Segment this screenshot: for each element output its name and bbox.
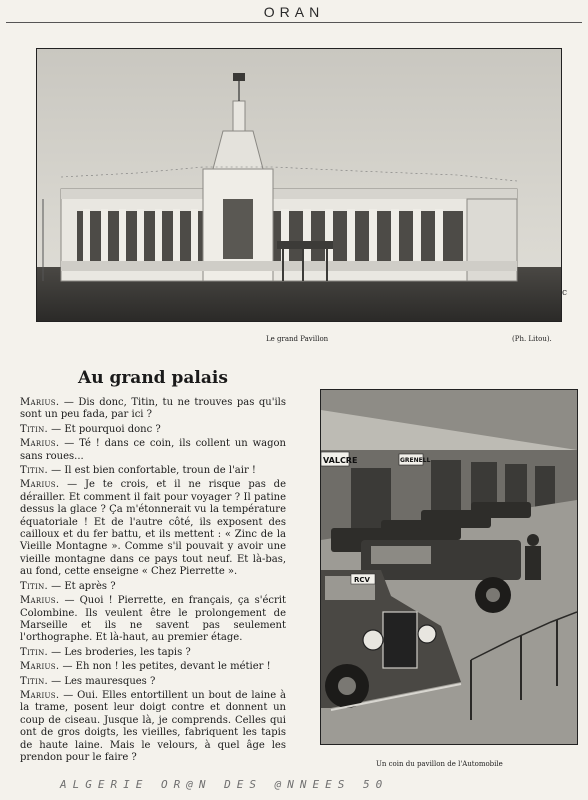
- dialogue-text: — Les broderies, les tapis ?: [47, 646, 191, 658]
- caption-pavillon-automobile: Un coin du pavillon de l'Automobile: [376, 760, 503, 768]
- dialogue-line: [20, 595, 286, 645]
- pavilion-illustration: [37, 49, 561, 321]
- watermark: ALGERIE OR@N DES @NNEES 50: [60, 778, 389, 791]
- speaker-name: Titin.: [20, 465, 48, 477]
- photo-credit: (Ph. Litou).: [512, 335, 552, 343]
- dialogue-line: [20, 465, 286, 477]
- dialogue-line: [20, 647, 286, 659]
- stand-sign-a: VALCRE: [323, 456, 358, 465]
- speaker-name: Marius.: [20, 689, 60, 701]
- dialogue-line: [20, 676, 286, 688]
- speaker-name: Titin.: [20, 580, 48, 592]
- dialogue-line: [20, 424, 286, 436]
- speaker-name: Titin.: [20, 423, 48, 435]
- dialogue-text: — Dis donc, Titin, tu ne trouves pas qu'ils sont un peu fada, par ici ?: [20, 397, 286, 421]
- photo-grand-pavillon: [36, 48, 562, 322]
- dialogue-text: — Té ! dans ce coin, ils collent un wagon sans roues...: [20, 438, 286, 462]
- dialogue-line: [20, 690, 286, 764]
- speaker-name: Marius.: [20, 661, 60, 673]
- caption-grand-pavillon: Le grand Pavillon: [266, 335, 329, 343]
- speaker-name: Marius.: [20, 397, 60, 408]
- speaker-name: Titin.: [20, 646, 48, 658]
- photo-pavillon-automobile: [320, 389, 578, 745]
- dialogue-text: — Quoi ! Pierrette, en français, ça s'écrit Colombine. Ils veulent être le prolongement de Marseille et ils ne savent pas seulement l'orthographe. Et là-haut, au premier étage.: [20, 595, 286, 644]
- dialogue-text: — Oui. Elles entortillent un bout de laine à la trame, posent leur doigt contre et donnent un coup de ciseau. Jusque là, je comprends. Celles qui ont de gros doigts, les vieilles, fabriquent les tapis de haute laine. Mais le velours, à quel âge les prendon pour le faire ?: [20, 689, 286, 763]
- stand-sign-b: GRENELL: [400, 457, 431, 464]
- dialogue-text: — Et après ?: [47, 580, 116, 592]
- automobile-hall-illustration: [321, 390, 577, 744]
- dialogue-text: — Il est bien confortable, troun de l'air !: [47, 465, 256, 477]
- header-rule: [6, 22, 582, 23]
- dialogue-text: — Eh non ! les petites, devant le métier !: [59, 661, 271, 673]
- dialogue-line: [20, 438, 286, 463]
- speaker-name: Titin.: [20, 675, 48, 687]
- dialogue-line: [20, 661, 286, 673]
- dialogue-line: [20, 479, 286, 578]
- windshield-plate: RCV: [354, 576, 370, 584]
- dialogue-text: — Les mauresques ?: [47, 675, 156, 687]
- dialogue-line: [20, 397, 286, 422]
- speaker-name: Marius.: [20, 595, 60, 607]
- article-body: [20, 397, 286, 766]
- margin-mark: c: [562, 288, 568, 298]
- running-head: ORAN: [263, 4, 325, 20]
- dialogue-line: [20, 581, 286, 593]
- article-title: Au grand palais: [78, 368, 228, 388]
- dialogue-text: — Je te crois, et il ne risque pas de dérailler. Et comment il fait pour voyager ? Il patine dessus la glace ? Ça m'étonnerait vu la température équatoriale ! Et de l'autre côté, ils exposent des cailloux et du fer battu, et ils mettent : « Zinc de la Vieille Montagne ». Comme s'il pouvait y avoir une vieille montagne dans ce pays tout neuf. Et là-bas, au fond, cette enseigne « Chez Pierrette ».: [20, 479, 286, 578]
- dialogue-text: — Et pourquoi donc ?: [47, 423, 161, 435]
- speaker-name: Marius.: [20, 438, 60, 450]
- speaker-name: Marius.: [20, 479, 60, 491]
